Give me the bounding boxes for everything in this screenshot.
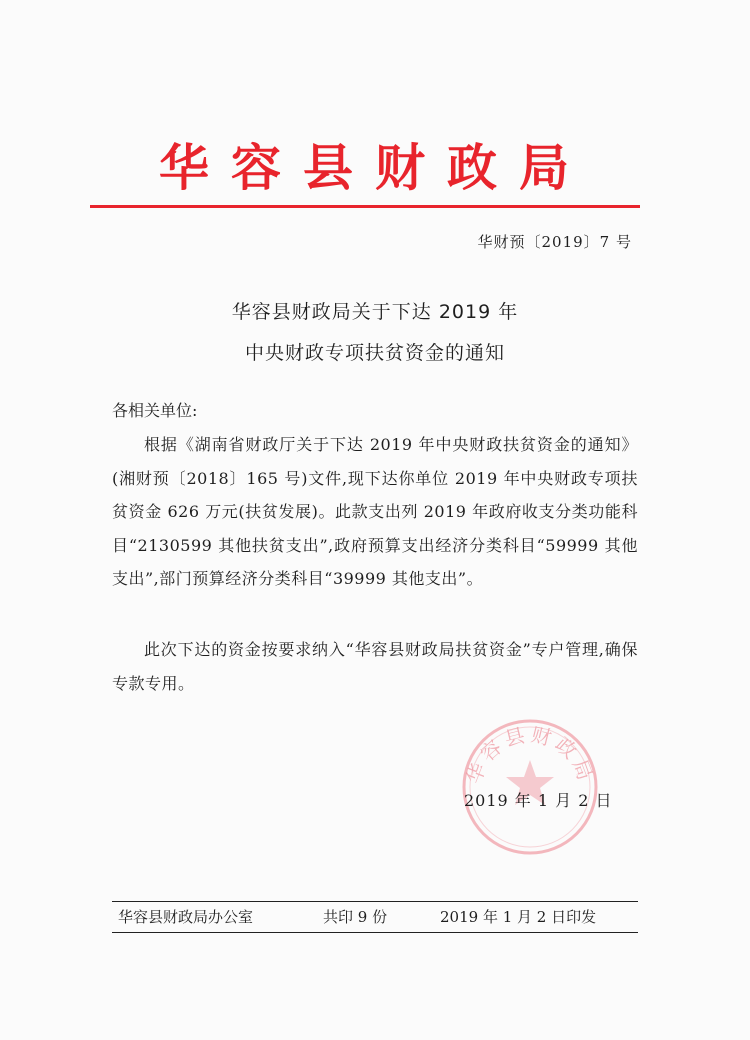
document-title-line2: 中央财政专项扶贫资金的通知 (244, 342, 505, 364)
official-seal-stamp (455, 712, 605, 862)
footer-bottom-rule (112, 932, 638, 933)
red-header-rule (90, 205, 640, 208)
footer-issue-date: 2019 年 1 月 2 日印发 (440, 908, 597, 926)
document-number: 华财预〔2019〕7 号 (477, 233, 632, 251)
seal-text: 华容县财政局 (461, 722, 599, 787)
signature-date: 2019 年 1 月 2 日 (464, 791, 613, 810)
footer-copies: 共印 9 份 (323, 908, 388, 926)
body-paragraph-2: 此次下达的资金按要求纳入“华容县财政局扶贫资金”专户管理,确保专款专用。 (112, 640, 638, 693)
document-title-line1: 华容县财政局关于下达 2019 年 (231, 301, 519, 323)
footer-top-rule (112, 901, 638, 902)
body-paragraph-1: 根据《湖南省财政厅关于下达 2019 年中央财政扶贫资金的通知》(湘财预〔2018〕165 号)文件,现下达你单位 2019 年中央财政专项扶贫资金 626 万元(扶贫发展)。此款支出列 2019 年政府收支分类功能科目“2130599 其他扶贫支出”,政府预算支出经济分类科目“59999 其他支出”,部门预算经济分类科目“39999 其他支出”。 (112, 435, 638, 588)
addressee: 各相关单位: (112, 401, 198, 420)
agency-header: 华容县财政局 (159, 139, 591, 197)
footer-office: 华容县财政局办公室 (118, 908, 254, 926)
